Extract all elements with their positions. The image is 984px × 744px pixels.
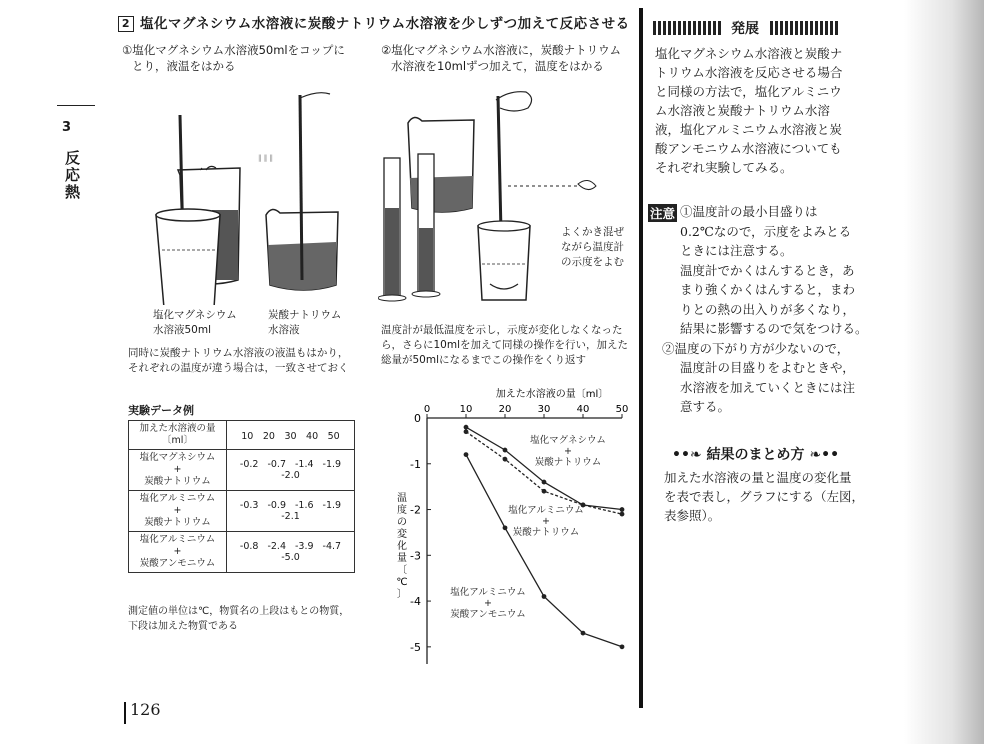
- row-label: [129, 532, 227, 573]
- stir-note: [561, 225, 624, 270]
- hatten-line: それぞれ実験してみる。: [655, 160, 793, 175]
- row-label-line: +: [173, 464, 182, 475]
- label-line: よくかき混ぜ: [561, 226, 624, 238]
- x-tick-label: 20: [498, 404, 512, 415]
- summary-heading: [672, 444, 839, 464]
- table-row: [129, 450, 355, 491]
- row-label-line: 炭酸アンモニウム: [139, 558, 216, 569]
- data-point: [503, 448, 508, 453]
- chart-y-axis-label: [396, 492, 407, 600]
- page-number-bar: [124, 702, 126, 724]
- header-label-line: 加えた水溶液の量: [139, 423, 216, 434]
- chapter-number: 3: [62, 120, 72, 135]
- data-point: [542, 480, 547, 485]
- data-point: [620, 644, 625, 649]
- caption-line: 総量が50mlになるまでこの操作をくり返す: [381, 354, 587, 366]
- section-heading: [118, 12, 630, 32]
- row-label: [129, 491, 227, 532]
- hatten-line: と同様の方法で，塩化アルミニウ: [655, 84, 842, 99]
- summary-line: 表参照）。: [664, 508, 721, 523]
- page-edge-shadow: [904, 0, 984, 744]
- hatten-decor-left: [653, 21, 723, 35]
- caution-line: 温度計の目盛りをよむときや，: [680, 360, 855, 375]
- data-table: [128, 420, 355, 573]
- chart-x-axis-label: 加えた水溶液の量〔ml〕: [495, 389, 609, 400]
- column-divider: [639, 8, 643, 708]
- series-label-line: +: [564, 446, 572, 457]
- row-label-line: 炭酸ナトリウム: [144, 517, 211, 528]
- y-label-char: 量: [397, 553, 407, 564]
- step-1-text: [122, 42, 345, 74]
- header-values: 10 20 30 40 50: [227, 421, 355, 450]
- caption-line: ら，さらに10mlを加えて同様の操作を行い，加えた: [381, 339, 629, 351]
- data-point: [503, 525, 508, 530]
- section-title: 塩化マグネシウム水溶液に炭酸ナトリウム水溶液を少しずつ加えて反応させる: [140, 16, 630, 32]
- row-values: -0.8 -2.4 -3.9 -4.7 -5.0: [227, 532, 355, 573]
- caution-line: ときには注意する。: [680, 243, 793, 258]
- data-point: [620, 507, 625, 512]
- caption-line: 温度計が最低温度を示し，示度が変化しなくなった: [381, 324, 623, 336]
- row-values: -0.2 -0.7 -1.4 -1.9 -2.0: [227, 450, 355, 491]
- y-label-char: 度: [397, 505, 407, 516]
- summary-text: [664, 468, 874, 525]
- data-point: [503, 457, 508, 462]
- label-mg-solution: [153, 308, 237, 338]
- bird-decor-icon: ❧••: [804, 447, 840, 463]
- y-tick-label: -2: [410, 503, 421, 517]
- hand-outline: [300, 93, 330, 98]
- caution-line: 意する。: [680, 399, 731, 414]
- section-number: 2: [118, 16, 134, 32]
- caution-label: 注意: [650, 206, 676, 221]
- data-point: [542, 489, 547, 494]
- caution-line: ②温度の下がり方が少ないので，: [662, 340, 850, 356]
- step-2-text: [381, 42, 621, 74]
- table-title: 実験データ例: [128, 404, 194, 417]
- row-label-line: 塩化アルミニウム: [139, 534, 216, 545]
- y-tick-label: -5: [410, 640, 421, 654]
- label-line: 水溶液: [268, 324, 300, 336]
- step-2-line: 水溶液を10mlずつ加えて，温度をはかる: [391, 59, 604, 73]
- y-tick-label: 0: [414, 412, 421, 425]
- step-1-line: ①塩化マグネシウム水溶液50mlをコップに: [122, 43, 345, 57]
- data-point: [620, 512, 625, 517]
- label-line: の示度をよむ: [561, 256, 624, 268]
- series-label-line: 塩化アルミニウム: [508, 505, 584, 516]
- x-tick-label: 30: [537, 404, 551, 415]
- y-label-char: 変: [397, 529, 407, 540]
- series-label-line: +: [542, 516, 550, 527]
- hatten-heading: 発展: [727, 18, 763, 38]
- data-point: [464, 452, 469, 457]
- x-tick-label: 40: [576, 404, 590, 415]
- scan-mark: ‖ ‖ ‖: [258, 154, 273, 162]
- row-label: [129, 450, 227, 491]
- series-label-line: 塩化アルミニウム: [450, 587, 526, 598]
- row-values: -0.3 -0.9 -1.6 -1.9 -2.1: [227, 491, 355, 532]
- row-label-line: 炭酸ナトリウム: [144, 476, 211, 487]
- row-label-line: +: [173, 505, 182, 516]
- chapter-rule: [57, 105, 95, 106]
- note-line: 測定値の単位は℃，物質名の上段はもとの物質，: [128, 606, 350, 617]
- data-point: [464, 429, 469, 434]
- caution-line: ①温度計の最小目盛りは: [680, 204, 818, 219]
- data-point: [581, 631, 586, 636]
- graduated-cylinder-1: [378, 158, 406, 301]
- series-label-line: 炭酸ナトリウム: [534, 457, 602, 468]
- caution-line: まり強くかくはんすると，まわ: [680, 282, 856, 297]
- hatten-line: ム水溶液と炭酸ナトリウム水溶: [655, 103, 830, 118]
- data-point: [542, 594, 547, 599]
- chart-axes: [427, 418, 622, 664]
- step-1-illustration: [140, 90, 350, 305]
- hatten-line: 酸アンモニウム水溶液についても: [655, 141, 842, 156]
- summary-line: 加えた水溶液の量と温度の変化量: [664, 470, 852, 485]
- row-label-line: 塩化マグネシウム: [139, 452, 216, 463]
- y-label-char: 〕: [397, 589, 407, 600]
- y-tick-label: -3: [410, 549, 421, 563]
- hand-outline: [496, 92, 532, 111]
- step-2-line: ②塩化マグネシウム水溶液に，炭酸ナトリウム: [381, 43, 621, 57]
- x-tick-label: 10: [459, 404, 473, 415]
- x-tick-label: 50: [615, 404, 629, 415]
- series-label-line: 炭酸アンモニウム: [450, 609, 526, 620]
- header-label-line: 〔ml〕: [162, 435, 193, 446]
- hatten-line: トリウム水溶液を反応させる場合: [655, 65, 843, 80]
- caution-text: [662, 202, 875, 417]
- plastic-cup: [156, 209, 220, 305]
- caution-line: 温度計でかくはんするとき，あ: [680, 262, 855, 278]
- summary-title: 結果のまとめ方: [706, 447, 805, 463]
- chapter-title: 反応熱: [63, 150, 81, 201]
- caution-line: 結果に影響するので気をつける。: [680, 321, 868, 336]
- eye-icon: [578, 180, 596, 189]
- row-label-line: 塩化アルミニウム: [139, 493, 216, 504]
- bird-decor-icon: ••❧: [672, 447, 707, 463]
- series-label-line: 塩化マグネシウム: [530, 435, 606, 446]
- series-label-line: +: [484, 598, 492, 609]
- hatten-decor-right: [770, 21, 840, 35]
- table-note: [128, 604, 349, 634]
- caution-line: 0.2℃なので，示度をよみとる: [680, 223, 852, 239]
- label-line: 炭酸ナトリウム: [268, 309, 342, 321]
- caption-right: [381, 323, 628, 368]
- caution-line: 水溶液を加えていくときには注: [680, 379, 856, 395]
- data-point: [464, 425, 469, 430]
- y-label-char: 化: [397, 541, 407, 552]
- y-tick-label: -1: [410, 457, 421, 471]
- table-row: [129, 491, 355, 532]
- thermometer-2: [300, 95, 302, 280]
- page-number: 126: [130, 700, 161, 719]
- table-header-row: [129, 421, 355, 450]
- hatten-text: [655, 44, 870, 177]
- y-tick-label: -4: [410, 595, 421, 609]
- row-label-line: +: [173, 546, 182, 557]
- note-line: 下段は加えた物質である: [128, 621, 238, 632]
- x-tick-label: 0: [423, 404, 431, 415]
- label-na-solution: [268, 308, 341, 338]
- y-label-char: の: [397, 517, 407, 528]
- chart-series-labels: [450, 434, 606, 620]
- label-line: 水溶液50ml: [153, 324, 212, 336]
- header-label: [129, 421, 227, 450]
- temperature-change-chart: [380, 385, 635, 675]
- caption-line: 同時に炭酸ナトリウム水溶液の液温もはかり，: [128, 347, 349, 359]
- step-1-line: とり，液温をはかる: [132, 59, 236, 73]
- y-label-char: ℃: [396, 577, 408, 588]
- table-row: [129, 532, 355, 573]
- hatten-line: 液，塩化アルミニウム水溶液と炭: [655, 122, 842, 137]
- hatten-line: 塩化マグネシウム水溶液と炭酸ナ: [655, 46, 843, 61]
- label-line: 塩化マグネシウム: [153, 309, 237, 321]
- summary-line: を表で表し，グラフにする（左図，: [664, 489, 865, 504]
- y-label-char: 〔: [397, 565, 407, 576]
- caption-left: [128, 346, 349, 376]
- y-label-char: 温: [397, 493, 407, 504]
- caution-line: りとの熱の出入りが多くなり，: [680, 301, 856, 317]
- caption-line: それぞれの温度が違う場合は，一致させておく: [128, 362, 349, 374]
- label-line: ながら温度計: [561, 241, 624, 253]
- step-2-illustration: [378, 88, 618, 310]
- series-label-line: 炭酸ナトリウム: [512, 527, 580, 538]
